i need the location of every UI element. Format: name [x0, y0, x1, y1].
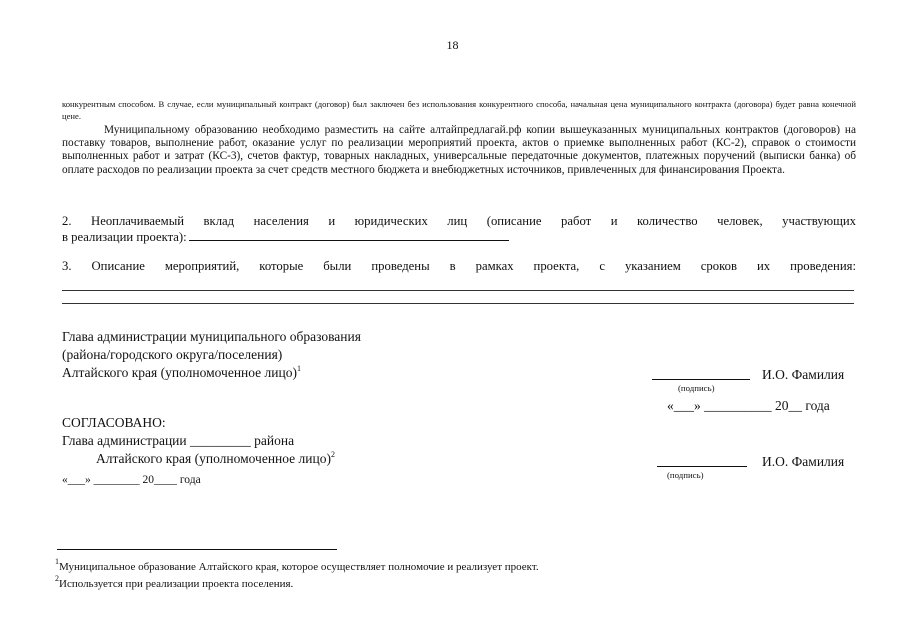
- agreed-name: И.О. Фамилия: [762, 454, 845, 469]
- item-2-label: в реализации проекта):: [62, 230, 187, 244]
- head-title-line-3: [62, 364, 301, 381]
- footnote-separator: [57, 549, 337, 550]
- footnote-1-text: Муниципальное образование Алтайского края, которое осуществляет полномочие и реализует проект.: [59, 561, 539, 573]
- footnote-ref-1: 1: [296, 364, 301, 373]
- footnote-2-mark: 2: [55, 574, 59, 583]
- head-date: «___» __________ 20__ года: [667, 398, 830, 413]
- agreed-signature-line: [657, 466, 747, 467]
- item-2-blank-line: [189, 229, 509, 241]
- footnote-2: [55, 574, 294, 590]
- item-3-heading: 3. Описание мероприятий, которые были проведены в рамках проекта, с указанием сроков их проведения:: [62, 259, 856, 273]
- head-signature-line: [652, 379, 750, 380]
- head-title-text: Алтайского края (уполномоченное лицо): [62, 365, 297, 380]
- agreed-title: СОГЛАСОВАНО:: [62, 415, 166, 430]
- item-3-blank-line-2: [62, 303, 854, 304]
- head-name: И.О. Фамилия: [762, 367, 845, 382]
- agreed-line-1: Глава администрации _________ района: [62, 433, 295, 448]
- item-2-continuation: [62, 229, 856, 245]
- agreed-line-2: [96, 450, 335, 467]
- head-signature-caption: (подпись): [678, 383, 715, 393]
- agreed-signature-caption: (подпись): [667, 470, 704, 480]
- head-title-line-2: (района/городского округа/поселения): [62, 347, 283, 362]
- paragraph-continuation: конкурентным способом. В случае, если муниципальный контракт (договор) был заключен без использования конкурентного способа, начальная цена муниципального контракта (договора) будет равна конечной цене.: [62, 99, 856, 121]
- item-3-blank-line-1: [62, 290, 854, 291]
- paragraph-publication-requirement: Муниципальному образованию необходимо разместить на сайте алтайпредлагай.рф копии вышеуказанных муниципальных контрактов (договоров) на поставку товаров, выполнение работ, оказание услуг по реализации мероприятий проекта, актов о приемке выполненных работ (КС-2), справок о стоимости выполненных работ и затрат (КС-3), счетов фактур, товарных накладных, универсальные передаточные документов, платежных поручений (выписки банка) об оплате расходов по реализации проекта за счет средств местного бюджета и внебюджетных источников, привлеченных для финансирования Проекта.: [62, 124, 856, 176]
- head-title-line-1: Глава администрации муниципального образования: [62, 329, 361, 344]
- footnote-1: [55, 557, 539, 573]
- footnote-ref-2: 2: [330, 450, 335, 459]
- agreed-line-2-text: Алтайского края (уполномоченное лицо): [96, 451, 331, 466]
- footnote-2-text: Используется при реализации проекта поселения.: [59, 578, 294, 590]
- item-2-heading: 2. Неоплачиваемый вклад населения и юридических лиц (описание работ и количество человек, участвующих: [62, 214, 856, 228]
- page-number: 18: [446, 38, 459, 52]
- agreed-date: «___» ________ 20____ года: [62, 474, 201, 486]
- footnote-1-mark: 1: [55, 557, 59, 566]
